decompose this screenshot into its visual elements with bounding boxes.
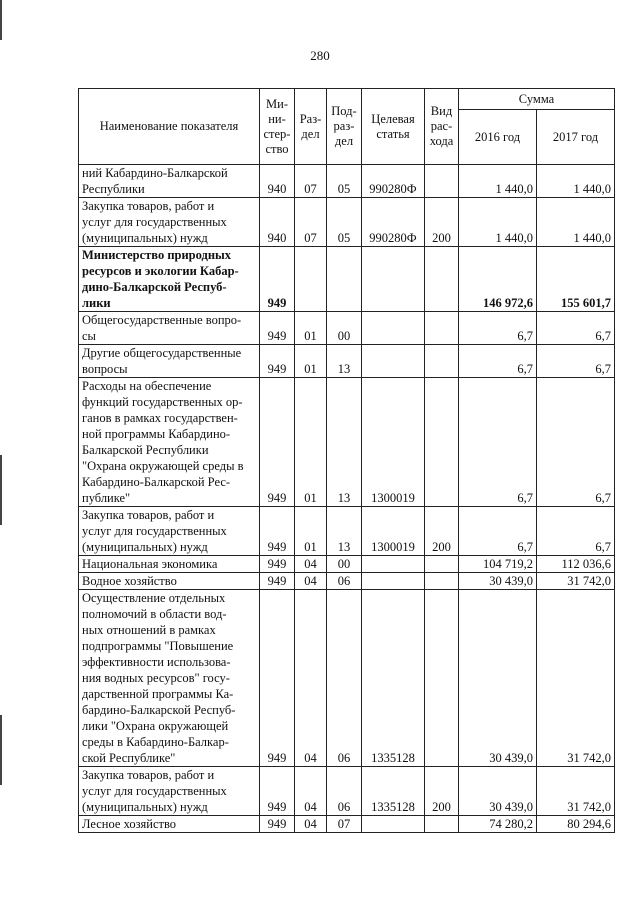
cell-name: Закупка товаров, работ и услуг для государственных (муниципальных) нужд bbox=[79, 507, 260, 556]
cell-ministry: 949 bbox=[260, 345, 295, 378]
cell-subsection: 13 bbox=[327, 378, 362, 507]
cell-subsection: 13 bbox=[327, 345, 362, 378]
cell-subsection: 00 bbox=[327, 556, 362, 573]
cell-section: 01 bbox=[295, 378, 327, 507]
cell-ministry: 949 bbox=[260, 767, 295, 816]
cell-subsection: 07 bbox=[327, 816, 362, 833]
header-subsection: Под- раз- дел bbox=[327, 89, 362, 165]
table-row bbox=[79, 767, 615, 816]
scan-edge-mark-top bbox=[0, 0, 2, 40]
table-row bbox=[79, 165, 615, 198]
cell-name: ний Кабардино-Балкарской Республики bbox=[79, 165, 260, 198]
cell-section: 07 bbox=[295, 198, 327, 247]
cell-2017: 6,7 bbox=[537, 378, 615, 507]
cell-name: Лесное хозяйство bbox=[79, 816, 260, 833]
cell-2017: 6,7 bbox=[537, 345, 615, 378]
cell-2016: 1 440,0 bbox=[459, 198, 537, 247]
header-expense: Вид рас- хода bbox=[425, 89, 459, 165]
cell-target bbox=[362, 312, 425, 345]
cell-2016: 6,7 bbox=[459, 507, 537, 556]
cell-subsection bbox=[327, 247, 362, 312]
cell-2016: 30 439,0 bbox=[459, 590, 537, 767]
cell-2016: 30 439,0 bbox=[459, 573, 537, 590]
cell-expense bbox=[425, 573, 459, 590]
cell-name: Водное хозяйство bbox=[79, 573, 260, 590]
cell-expense bbox=[425, 378, 459, 507]
table-row bbox=[79, 507, 615, 556]
cell-expense: 200 bbox=[425, 198, 459, 247]
cell-ministry: 949 bbox=[260, 573, 295, 590]
cell-target: 1335128 bbox=[362, 767, 425, 816]
cell-target: 990280Ф bbox=[362, 198, 425, 247]
cell-2017: 1 440,0 bbox=[537, 198, 615, 247]
cell-target: 1300019 bbox=[362, 378, 425, 507]
cell-name: Закупка товаров, работ и услуг для государственных (муниципальных) нужд bbox=[79, 767, 260, 816]
header-ministry: Ми- ни- стер- ство bbox=[260, 89, 295, 165]
cell-2016: 1 440,0 bbox=[459, 165, 537, 198]
table-row bbox=[79, 590, 615, 767]
cell-2016: 30 439,0 bbox=[459, 767, 537, 816]
cell-target: 990280Ф bbox=[362, 165, 425, 198]
cell-2016: 6,7 bbox=[459, 312, 537, 345]
cell-target: 1300019 bbox=[362, 507, 425, 556]
cell-2017: 80 294,6 bbox=[537, 816, 615, 833]
cell-2016: 6,7 bbox=[459, 345, 537, 378]
table-row bbox=[79, 345, 615, 378]
cell-ministry: 949 bbox=[260, 378, 295, 507]
cell-section: 04 bbox=[295, 590, 327, 767]
header-name: Наименование показателя bbox=[79, 89, 260, 165]
cell-subsection: 00 bbox=[327, 312, 362, 345]
cell-subsection: 05 bbox=[327, 165, 362, 198]
cell-2017: 31 742,0 bbox=[537, 590, 615, 767]
cell-name: Общегосударственные вопро- сы bbox=[79, 312, 260, 345]
budget-table bbox=[78, 88, 615, 833]
table-row bbox=[79, 816, 615, 833]
cell-subsection: 06 bbox=[327, 573, 362, 590]
cell-target bbox=[362, 247, 425, 312]
cell-name: Министерство природных ресурсов и экологии Кабар- дино-Балкарской Респуб- лики bbox=[79, 247, 260, 312]
cell-ministry: 949 bbox=[260, 312, 295, 345]
cell-name: Закупка товаров, работ и услуг для государственных (муниципальных) нужд bbox=[79, 198, 260, 247]
cell-2017: 155 601,7 bbox=[537, 247, 615, 312]
cell-section: 04 bbox=[295, 816, 327, 833]
header-year-2017: 2017 год bbox=[537, 110, 615, 165]
cell-ministry: 949 bbox=[260, 507, 295, 556]
cell-target bbox=[362, 573, 425, 590]
cell-ministry: 949 bbox=[260, 247, 295, 312]
cell-2017: 31 742,0 bbox=[537, 573, 615, 590]
cell-ministry: 949 bbox=[260, 816, 295, 833]
table-row bbox=[79, 556, 615, 573]
cell-subsection: 05 bbox=[327, 198, 362, 247]
table-body bbox=[79, 165, 615, 833]
cell-ministry: 940 bbox=[260, 198, 295, 247]
cell-2016: 74 280,2 bbox=[459, 816, 537, 833]
cell-expense bbox=[425, 247, 459, 312]
cell-2016: 6,7 bbox=[459, 378, 537, 507]
cell-section: 04 bbox=[295, 767, 327, 816]
scan-edge-mark-bottom bbox=[0, 715, 2, 785]
cell-2016: 104 719,2 bbox=[459, 556, 537, 573]
cell-2017: 1 440,0 bbox=[537, 165, 615, 198]
cell-name: Расходы на обеспечение функций государственных ор- ганов в рамках государствен- ной программы Кабардино- Балкарской Республики "Охрана окружающей среды в Кабардино-Балкарской Рес- публике" bbox=[79, 378, 260, 507]
cell-ministry: 940 bbox=[260, 165, 295, 198]
cell-section: 04 bbox=[295, 573, 327, 590]
scan-edge-mark-middle bbox=[0, 455, 2, 525]
cell-name: Национальная экономика bbox=[79, 556, 260, 573]
table-row bbox=[79, 198, 615, 247]
table-row bbox=[79, 312, 615, 345]
cell-section bbox=[295, 247, 327, 312]
cell-expense bbox=[425, 345, 459, 378]
cell-2017: 31 742,0 bbox=[537, 767, 615, 816]
cell-section: 07 bbox=[295, 165, 327, 198]
table-row bbox=[79, 573, 615, 590]
cell-name: Осуществление отдельных полномочий в области вод- ных отношений в рамках подпрограммы "Повышение эффективности использова- ния водных ресурсов" госу- дарственной программы Ка- бардино-Балкарской Респуб- лики "Охрана окружающей среды в Кабардино-Балкар- ской Республике" bbox=[79, 590, 260, 767]
cell-subsection: 06 bbox=[327, 767, 362, 816]
cell-section: 01 bbox=[295, 312, 327, 345]
cell-target bbox=[362, 345, 425, 378]
page-number: 280 bbox=[310, 48, 330, 63]
cell-2017: 112 036,6 bbox=[537, 556, 615, 573]
cell-2017: 6,7 bbox=[537, 312, 615, 345]
cell-ministry: 949 bbox=[260, 556, 295, 573]
header-sum: Сумма bbox=[459, 89, 615, 110]
cell-expense: 200 bbox=[425, 767, 459, 816]
cell-ministry: 949 bbox=[260, 590, 295, 767]
cell-2016: 146 972,6 bbox=[459, 247, 537, 312]
header-year-2016: 2016 год bbox=[459, 110, 537, 165]
header-row bbox=[79, 89, 615, 110]
cell-expense bbox=[425, 165, 459, 198]
cell-2017: 6,7 bbox=[537, 507, 615, 556]
cell-expense bbox=[425, 816, 459, 833]
cell-expense bbox=[425, 590, 459, 767]
cell-expense: 200 bbox=[425, 507, 459, 556]
cell-section: 04 bbox=[295, 556, 327, 573]
header-target: Целевая статья bbox=[362, 89, 425, 165]
cell-section: 01 bbox=[295, 507, 327, 556]
cell-expense bbox=[425, 312, 459, 345]
cell-target bbox=[362, 816, 425, 833]
cell-subsection: 06 bbox=[327, 590, 362, 767]
cell-expense bbox=[425, 556, 459, 573]
cell-name: Другие общегосударственные вопросы bbox=[79, 345, 260, 378]
table-row bbox=[79, 247, 615, 312]
cell-subsection: 13 bbox=[327, 507, 362, 556]
cell-section: 01 bbox=[295, 345, 327, 378]
cell-target bbox=[362, 556, 425, 573]
table-row bbox=[79, 378, 615, 507]
cell-target: 1335128 bbox=[362, 590, 425, 767]
header-section: Раз- дел bbox=[295, 89, 327, 165]
